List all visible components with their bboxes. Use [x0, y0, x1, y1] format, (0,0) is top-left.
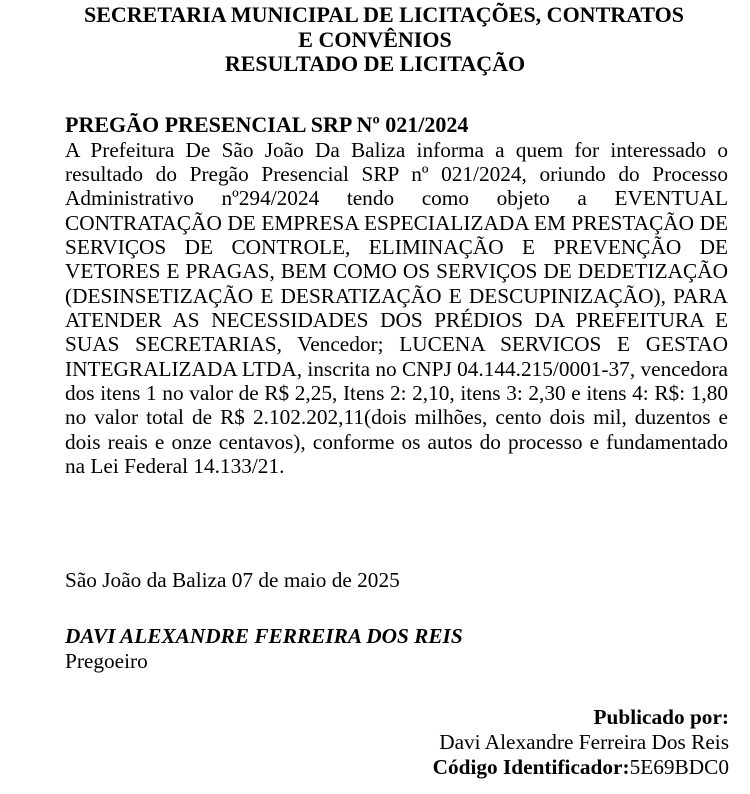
- header-result-title: RESULTADO DE LICITAÇÃO: [224, 51, 526, 76]
- signer-name: DAVI ALEXANDRE FERREIRA DOS REIS: [65, 624, 463, 648]
- identifier-code-label: Código Identificador:: [432, 755, 630, 779]
- identifier-code: [433, 755, 729, 780]
- notice-section: [65, 113, 728, 478]
- date-line: São João da Baliza 07 de maio de 2025: [65, 568, 400, 592]
- published-by-label: Publicado por:: [593, 705, 729, 729]
- publisher-name: Davi Alexandre Ferreira Dos Reis: [439, 730, 729, 754]
- notice-body: A Prefeitura De São João Da Baliza informa a quem for interessado o resultado do Pregão Presencial SRP nº 021/2024, oriundo do Processo Administrativo nº294/2024 tendo como objeto a EVENTUAL CONTRATAÇÃO DE EMPRESA ESPECIALIZADA EM PRESTAÇÃO DE SERVIÇOS DE CONTROLE, ELIMINAÇÃO E PREVENÇÃO DE VETORES E PRAGAS, BEM COMO OS SERVIÇOS DE DEDETIZAÇÃO (DESINSETIZAÇÃO E DESRATIZAÇÃO E DESCUPINIZAÇÃO), PARA ATENDER AS NECESSIDADES DOS PRÉDIOS DA PREFEITURA E SUAS SECRETARIAS, Vencedor; LUCENA SERVICOS E GESTAO INTEGRALIZADA LTDA, inscrita no CNPJ 04.144.215/0001-37, vencedora dos itens 1 no valor de R$ 2,25, Itens 2: 2,10, itens 3: 2,30 e itens 4: R$: 1,80 no valor total de R$ 2.102.202,11(dois milhões, cento dois mil, duzentos e dois reais e onze centavos), conforme os autos do processo e fundamentado na Lei Federal 14.133/21.: [65, 137, 728, 478]
- header-department: SECRETARIA MUNICIPAL DE LICITAÇÕES, CONTRATOS: [83, 2, 685, 27]
- document-header: [0, 3, 750, 77]
- header-department-cont: E CONVÊNIOS: [298, 26, 452, 52]
- publication-block: [433, 705, 729, 780]
- identifier-code-value: 5E69BDC0: [629, 755, 729, 779]
- signer-role: Pregoeiro: [65, 649, 148, 673]
- notice-title: PREGÃO PRESENCIAL SRP Nº 021/2024: [65, 112, 469, 137]
